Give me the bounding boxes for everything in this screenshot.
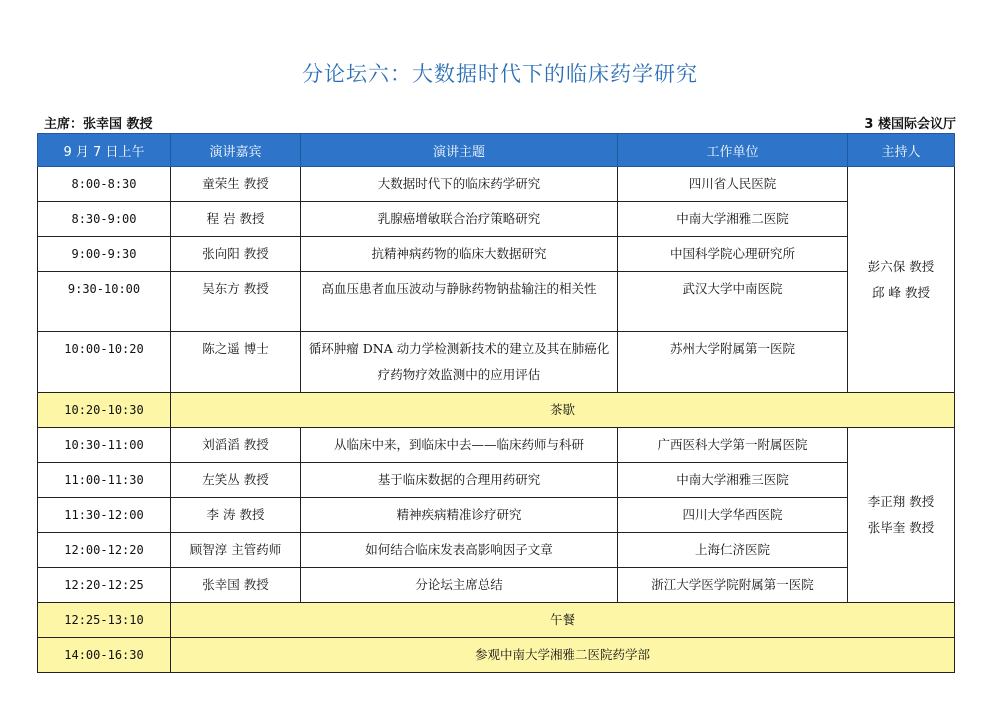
topic-cell: 分论坛主席总结 [301, 568, 618, 603]
speaker-cell: 左笑丛 教授 [171, 463, 301, 498]
table-row [38, 332, 955, 393]
speaker-cell: 顾智淳 主管药师 [171, 533, 301, 568]
schedule-table [37, 133, 955, 673]
time-cell: 14:00-16:30 [38, 638, 171, 673]
topic-cell: 循环肿瘤 DNA 动力学检测新技术的建立及其在肺癌化疗药物疗效监测中的应用评估 [301, 332, 618, 393]
venue-label: 3 楼国际会议厅 [864, 117, 956, 132]
topic-cell: 如何结合临床发表高影响因子文章 [301, 533, 618, 568]
time-cell: 10:30-11:00 [38, 428, 171, 463]
speaker-cell: 陈之遥 博士 [171, 332, 301, 393]
header-date: 9 月 7 日上午 [38, 134, 171, 167]
break-label: 午餐 [171, 603, 955, 638]
time-cell: 9:30-10:00 [38, 272, 171, 332]
topic-cell: 大数据时代下的临床药学研究 [301, 167, 618, 202]
header-row [38, 134, 955, 167]
time-cell: 10:20-10:30 [38, 393, 171, 428]
host-name: 邱 峰 教授 [872, 284, 930, 300]
org-cell: 中国科学院心理研究所 [618, 237, 848, 272]
header-speaker: 演讲嘉宾 [171, 134, 301, 167]
speaker-cell: 李 涛 教授 [171, 498, 301, 533]
table-row [38, 202, 955, 237]
org-cell: 四川省人民医院 [618, 167, 848, 202]
org-cell: 中南大学湘雅三医院 [618, 463, 848, 498]
time-cell: 8:00-8:30 [38, 167, 171, 202]
topic-cell: 从临床中来，到临床中去——临床药师与科研 [301, 428, 618, 463]
speaker-cell: 吴东方 教授 [171, 272, 301, 332]
org-cell: 四川大学华西医院 [618, 498, 848, 533]
table-row [38, 568, 955, 603]
table-row [38, 498, 955, 533]
org-cell: 苏州大学附属第一医院 [618, 332, 848, 393]
time-cell: 12:25-13:10 [38, 603, 171, 638]
topic-cell: 高血压患者血压波动与静脉药物钠盐输注的相关性 [301, 272, 618, 332]
table-row [38, 428, 955, 463]
page-title: 分论坛六：大数据时代下的临床药学研究 [302, 62, 698, 86]
speaker-cell: 张幸国 教授 [171, 568, 301, 603]
host-name: 张毕奎 教授 [867, 520, 935, 535]
speaker-cell: 刘滔滔 教授 [171, 428, 301, 463]
org-cell: 上海仁济医院 [618, 533, 848, 568]
speaker-cell: 张向阳 教授 [171, 237, 301, 272]
host-name: 李正翔 教授 [867, 494, 935, 509]
table-row [38, 272, 955, 332]
break-row [38, 393, 955, 428]
break-label: 茶歇 [171, 393, 955, 428]
host-cell [848, 167, 955, 393]
org-cell: 武汉大学中南医院 [618, 272, 848, 332]
topic-cell: 基于临床数据的合理用药研究 [301, 463, 618, 498]
time-cell: 12:20-12:25 [38, 568, 171, 603]
time-cell: 11:30-12:00 [38, 498, 171, 533]
host-name: 彭六保 教授 [867, 258, 935, 274]
table-row [38, 463, 955, 498]
topic-cell: 乳腺癌增敏联合治疗策略研究 [301, 202, 618, 237]
org-cell: 浙江大学医学院附属第一医院 [618, 568, 848, 603]
header-topic: 演讲主题 [301, 134, 618, 167]
chair-label: 主席：张幸国 教授 [44, 117, 153, 132]
break-label: 参观中南大学湘雅二医院药学部 [171, 638, 955, 673]
time-cell: 11:00-11:30 [38, 463, 171, 498]
org-cell: 中南大学湘雅二医院 [618, 202, 848, 237]
speaker-cell: 程 岩 教授 [171, 202, 301, 237]
break-row [38, 603, 955, 638]
org-cell: 广西医科大学第一附属医院 [618, 428, 848, 463]
topic-cell: 抗精神病药物的临床大数据研究 [301, 237, 618, 272]
host-cell [848, 428, 955, 603]
topic-cell: 精神疾病精准诊疗研究 [301, 498, 618, 533]
time-cell: 9:00-9:30 [38, 237, 171, 272]
table-row [38, 533, 955, 568]
break-row [38, 638, 955, 673]
time-cell: 10:00-10:20 [38, 332, 171, 393]
table-row [38, 237, 955, 272]
speaker-cell: 童荣生 教授 [171, 167, 301, 202]
table-row [38, 167, 955, 202]
header-host: 主持人 [848, 134, 955, 167]
header-org: 工作单位 [618, 134, 848, 167]
time-cell: 8:30-9:00 [38, 202, 171, 237]
time-cell: 12:00-12:20 [38, 533, 171, 568]
